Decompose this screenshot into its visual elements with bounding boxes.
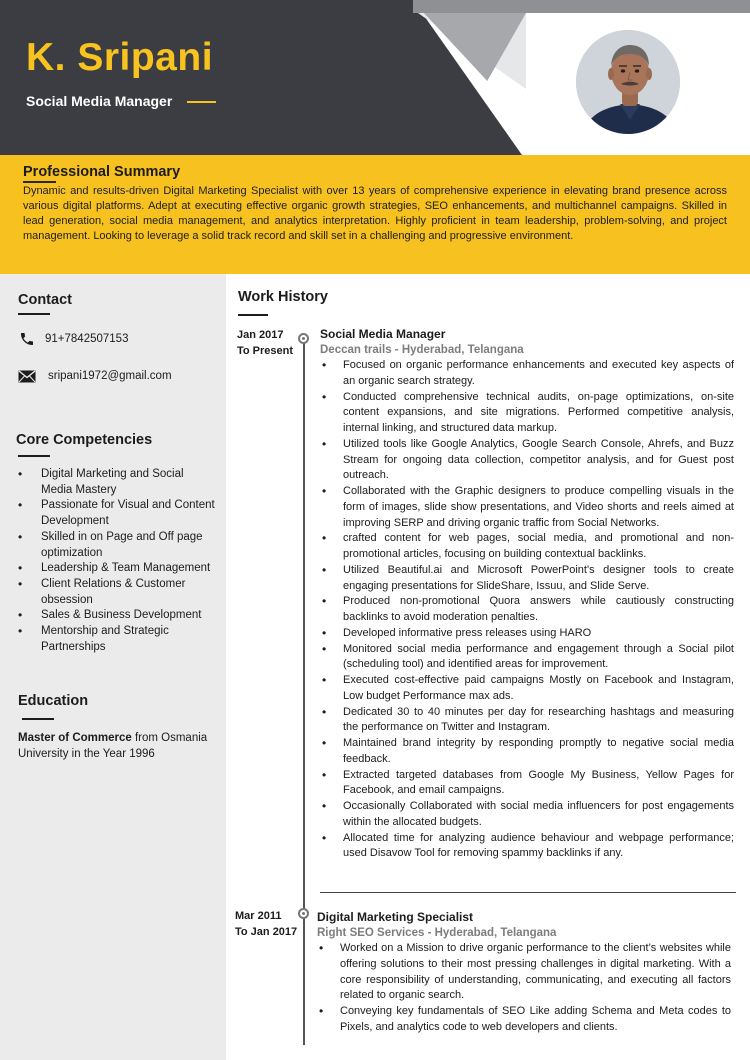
job-company: Deccan trails - Hyderabad, Telangana [320,344,524,356]
education-entry [18,731,218,762]
job-entry [317,909,731,1036]
list-item: • Collaborated with the Graphic designers to produce compelling visuals in the form of images, slide show presentations, and Video shorts and reels aimed at improving SERP and driving organic traffic from Social Networks. [320,484,734,531]
list-item: • Conducted comprehensive technical audits, on-page optimizations, on-site content expansions, and site migrations. Performed competitive analysis, internal linking, and structured data markup. [320,390,734,437]
job-entry [320,326,734,862]
list-item: • Utilized tools like Google Analytics, Google Search Console, Ahrefs, and Buzz Stream for ongoing data collection, competitor analysis, and for Guest post outreach. [320,437,734,484]
sidebar [0,274,226,1060]
timeline-dot [298,908,309,919]
list-item: • Dedicated 30 to 40 minutes per day for researching hashtags and measuring the performance on Twitter and Instagram. [320,705,734,737]
phone-number[interactable]: 91+7842507153 [45,333,129,345]
job-company: Right SEO Services - Hyderabad, Telangana [317,927,557,939]
resume-header [0,0,750,155]
list-item: • Utilized Beautiful.ai and Microsoft PowerPoint's designer tools to create engaging presentations for SlideShare, Issuu, and Slide Serve. [320,563,734,595]
job-bullets [320,358,734,862]
job-date-end: To Present [237,345,294,357]
education-heading: Education [18,693,89,709]
mail-icon [18,368,36,384]
summary-text: Dynamic and results-driven Digital Marketing Specialist with over 13 years of comprehensive experience in elevating brand presence across various digital platforms. Adept at executing effective organic growth strategies, SEO enhancements, and multichannel campaigns. Skilled in lead generation, social media management, and analytics interpretation. Highly proficient in team leadership, problem-solving, and project management. Looking to leverage a solid track record and skill set in a challenging and progressive environment. [23,185,727,242]
work-history-underline [238,314,268,316]
job-date-start: Mar 2011 [235,910,282,922]
contact-heading: Contact [18,292,72,308]
list-item: • Monitored social media performance and engagement through a Social pilot (scheduling tool) and identified areas for improvement. [320,642,734,674]
timeline-line [303,338,305,1045]
list-item: • Focused on organic performance enhancements and executed key aspects of an organic search strategy. [320,358,734,390]
contact-email [18,368,172,384]
job-title: Digital Marketing Specialist [317,910,474,924]
professional-summary [0,155,750,274]
timeline-dot [298,333,309,344]
list-item: • Digital Marketing and Social Media Mastery [18,467,218,498]
job-divider [320,892,736,893]
header-gray-bar [413,0,750,13]
job-date-end: To Jan 2017 [235,926,298,938]
list-item: • Mentorship and Strategic Partnerships [18,624,218,655]
list-item: • Client Relations & Customer obsession [18,577,218,608]
education-detail: from Osmania University in the Year 1996 [18,732,208,760]
competencies-heading: Core Competencies [16,432,153,448]
email-address[interactable]: sripani1972@gmail.com [48,370,172,382]
profile-photo [574,28,682,136]
portrait-illustration [576,30,682,136]
list-item: • Leadership & Team Management [18,561,218,577]
summary-heading: Professional Summary [23,164,181,180]
competencies-underline [18,455,50,457]
list-item: • Passionate for Visual and Content Development [18,498,218,529]
list-item: • Produced non-promotional Quora answers while cautiously constructing backlinks to avoid moderation penalties. [320,594,734,626]
contact-underline [18,313,50,315]
list-item: • Occasionally Collaborated with social media influencers for post engagements within the allocated budgets. [320,799,734,831]
list-item: • Allocated time for analyzing audience behaviour and webpage performance; used Disavow Tool for removing spammy backlinks if any. [320,831,734,863]
list-item: • Developed informative press releases using HARO [320,626,734,642]
list-item: • crafted content for web pages, social media, and promotional and non-promotional articles, focusing on building contextual backlinks. [320,531,734,563]
list-item: • Executed cost-effective paid campaigns Mostly on Facebook and Instagram, Low budget Performance max ads. [320,673,734,705]
education-underline [22,718,54,720]
contact-phone [18,331,128,347]
phone-icon [18,331,36,347]
job-title: Social Media Manager [320,327,446,341]
list-item: • Conveying key fundamentals of SEO Like adding Schema and Meta codes to Pixels, and analytics code to web developers and clients. [317,1004,731,1036]
competencies-list [18,467,218,655]
candidate-role: Social Media Manager [26,93,173,109]
job-date-start: Jan 2017 [237,329,284,341]
summary-underline [23,181,56,183]
list-item: • Extracted targeted databases from Google My Business, Yellow Pages for Facebook, and email campaigns. [320,768,734,800]
list-item: • Skilled in on Page and Off page optimization [18,530,218,561]
education-degree: Master of Commerce [18,732,132,744]
candidate-name: K. Sripani [26,36,214,79]
role-underline [187,101,216,103]
job-bullets [317,941,731,1036]
work-history-heading: Work History [238,289,328,305]
list-item: • Worked on a Mission to drive organic performance to the client’s websites while offering solutions to their most pressing challenges in digital marketing. With a core responsibility of understanding, communicating, and executing all factors related to organic search. [317,941,731,1004]
list-item: • Maintained brand integrity by responding promptly to negative social media feedback. [320,736,734,768]
list-item: • Sales & Business Development [18,608,218,624]
